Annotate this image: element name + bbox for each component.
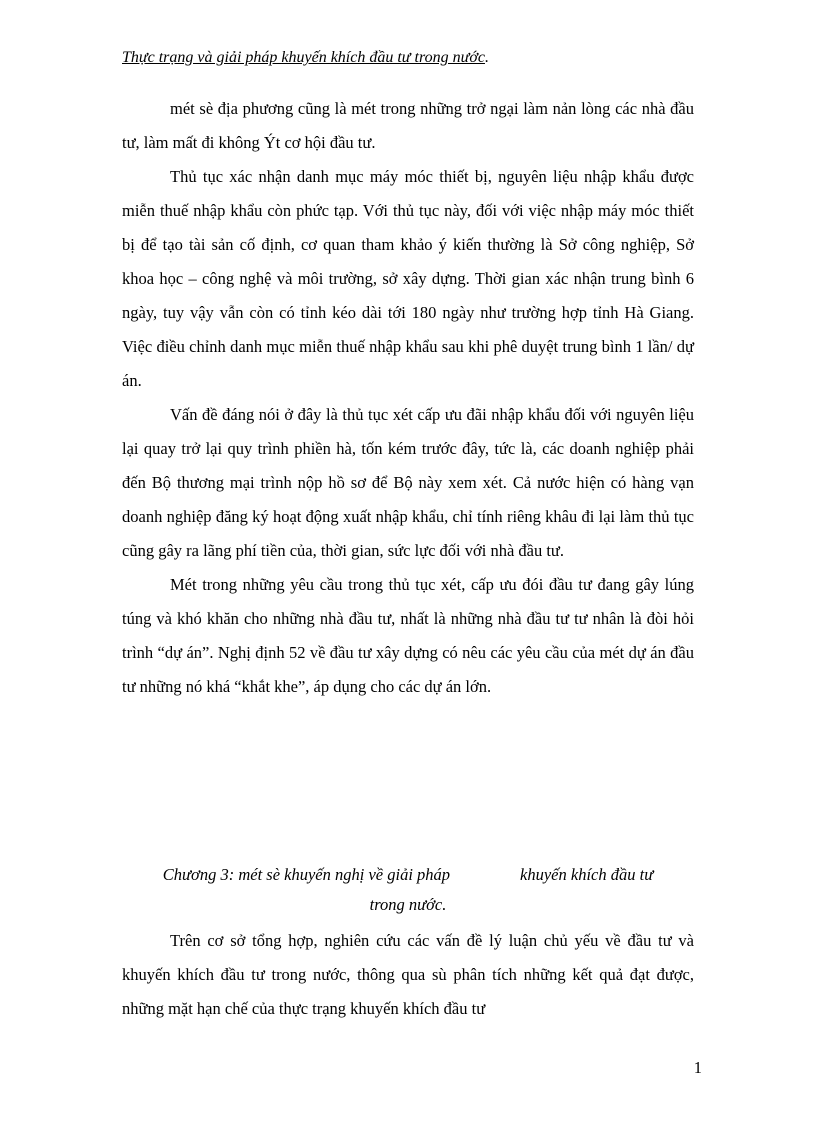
paragraph: Trên cơ sở tổng hợp, nghiên cứu các vấn đề lý luận chủ yếu về đầu tư và khuyến khích đầu tư trong nước, thông qua sù phân tích những kết quả đạt được, những mặt hạn chế của thực trạng khuyến khích đầu tư — [122, 931, 694, 1018]
chapter-heading-part3: trong nước. — [369, 895, 447, 914]
header-title: Thực trạng và giải pháp khuyến khích đầu tư trong nước — [122, 49, 485, 66]
chapter-heading — [122, 860, 694, 920]
header-period: . — [484, 49, 489, 66]
paragraph: Vấn đề đáng nói ở đây là thủ tục xét cấp ưu đãi nhập khẩu đối với nguyên liệu lại quay trở lại quy trình phiền hà, tốn kém trước đây, tức là, các doanh nghiệp phải đến Bộ thương mại trình nộp hồ sơ để Bộ này xem xét. Cả nước hiện có hàng vạn doanh nghiệp đăng ký hoạt động xuất nhập khẩu, chỉ tính riêng khâu đi lại làm thủ tục cũng gây ra lãng phí tiền của, thời gian, sức lực đối với nhà đầu tư. — [122, 405, 694, 560]
paragraph: Thủ tục xác nhận danh mục máy móc thiết bị, nguyên liệu nhập khẩu được miễn thuế nhập khẩu còn phức tạp. Với thủ tục này, đối với việc nhập máy móc thiết bị để tạo tài sản cố định, cơ quan tham khảo ý kiến thường là Sở công nghiệp, Sở khoa học – công nghệ và môi trường, sở xây dựng. Thời gian xác nhận trung bình 6 ngày, tuy vậy vẫn còn có tỉnh kéo dài tới 180 ngày như trường hợp tỉnh Hà Giang. Việc điều chỉnh danh mục miễn thuế nhập khẩu sau khi phê duyệt trung bình 1 lần/ dự án. — [122, 167, 694, 390]
main-text — [122, 92, 694, 704]
chapter-text — [122, 924, 694, 1026]
paragraph: Mét trong những yêu cầu trong thủ tục xét, cấp ưu đói đầu tư đang gây lúng túng và khó khăn cho những nhà đầu tư, nhất là những nhà đầu tư tư nhân là đòi hỏi trình “dự án”. Nghị định 52 về đầu tư xây dựng có nêu các yêu cầu của mét dự án đầu tư những nó khá “khắt khe”, áp dụng cho các dự án lớn. — [122, 575, 694, 696]
page-number: 1 — [693, 1058, 702, 1077]
page-header — [122, 49, 489, 67]
paragraph: mét sè địa phương cũng là mét trong những trở ngại làm nản lòng các nhà đầu tư, làm mất đi không Ýt cơ hội đầu tư. — [122, 99, 694, 152]
chapter-heading-part1: Chương 3: mét sè khuyến nghị về giải pháp — [162, 865, 451, 884]
chapter-heading-part2: khuyến khích đầu tư — [520, 865, 654, 884]
